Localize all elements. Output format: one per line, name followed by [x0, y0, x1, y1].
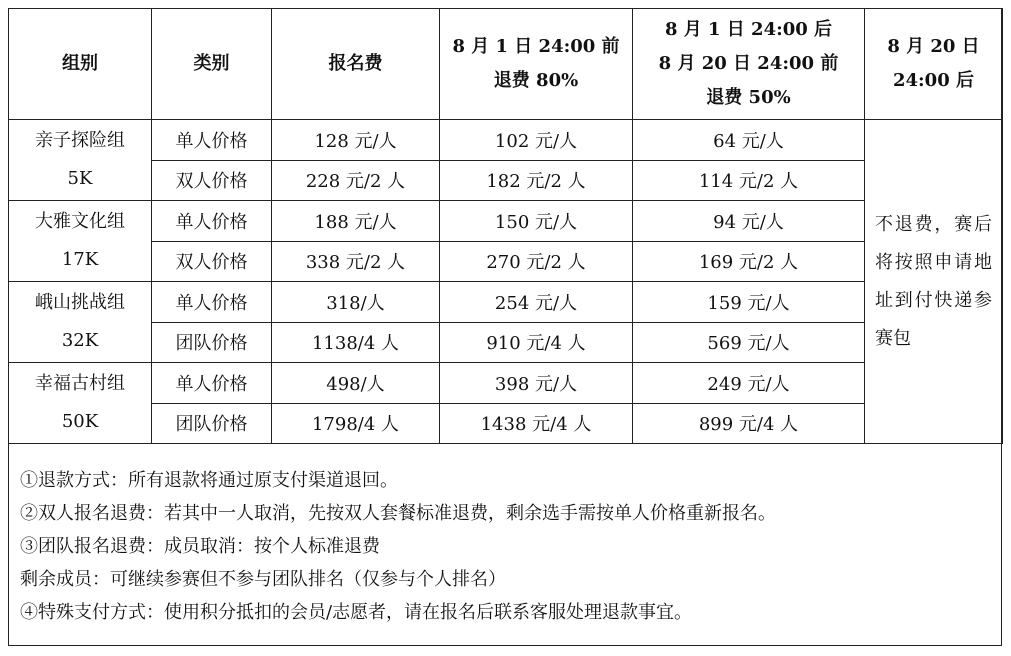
header-fee: 报名费 [272, 9, 440, 120]
table-row [9, 363, 1003, 404]
header-refund-80-line2: 退费 80% [493, 70, 579, 91]
table-row [9, 120, 1003, 161]
refund-table [8, 8, 1003, 444]
refund-80-cell: 182 元/2 人 [440, 160, 633, 201]
fee-cell: 338 元/2 人 [272, 241, 440, 282]
refund-80-cell: 270 元/2 人 [440, 241, 633, 282]
fee-cell: 128 元/人 [272, 120, 440, 161]
fee-cell: 318/人 [272, 282, 440, 323]
table-row [9, 241, 1003, 282]
group-distance: 17K [61, 249, 99, 270]
no-refund-cell: 不退费，赛后将按照申请地址到付快递参赛包 [865, 120, 1003, 444]
refund-80-cell: 398 元/人 [440, 363, 633, 404]
table-row [9, 160, 1003, 201]
note-pair-refund: ②双人报名退费：若其中一人取消，先按双人套餐标准退费，剩余选手需按单人价格重新报名。 [20, 503, 776, 524]
table-row [9, 201, 1003, 242]
refund-80-cell: 254 元/人 [440, 282, 633, 323]
header-after-line1: 8 月 20 日 [887, 36, 980, 57]
group-name: 峨山挑战组 [35, 292, 125, 313]
notes-section [20, 464, 990, 629]
refund-80-cell: 102 元/人 [440, 120, 633, 161]
group-name: 幸福古村组 [35, 373, 125, 394]
fee-cell: 188 元/人 [272, 201, 440, 242]
group-name: 大雅文化组 [35, 211, 125, 232]
group-cell [9, 282, 152, 363]
category-cell: 单人价格 [152, 201, 272, 242]
header-refund-80-line1: 8 月 1 日 24:00 前 [452, 36, 620, 57]
group-cell [9, 363, 152, 444]
refund-50-cell: 94 元/人 [633, 201, 865, 242]
fee-cell: 228 元/2 人 [272, 160, 440, 201]
category-cell: 双人价格 [152, 160, 272, 201]
header-category: 类别 [152, 9, 272, 120]
header-after-line2: 24:00 后 [892, 70, 974, 91]
category-cell: 团队价格 [152, 403, 272, 444]
refund-50-cell: 569 元/人 [633, 322, 865, 363]
note-remaining-members: 剩余成员：可继续参赛但不参与团队排名（仅参与个人排名） [20, 569, 506, 590]
category-cell: 双人价格 [152, 241, 272, 282]
group-distance: 50K [61, 411, 99, 432]
group-distance: 32K [61, 330, 99, 351]
note-special-payment: ④特殊支付方式：使用积分抵扣的会员/志愿者，请在报名后联系客服处理退款事宜。 [20, 602, 693, 623]
refund-50-cell: 899 元/4 人 [633, 403, 865, 444]
group-cell [9, 120, 152, 201]
category-cell: 单人价格 [152, 282, 272, 323]
refund-50-cell: 249 元/人 [633, 363, 865, 404]
refund-50-cell: 114 元/2 人 [633, 160, 865, 201]
header-refund-50-line1: 8 月 1 日 24:00 后 [664, 19, 833, 40]
refund-80-cell: 1438 元/4 人 [440, 403, 633, 444]
refund-50-cell: 159 元/人 [633, 282, 865, 323]
refund-80-cell: 150 元/人 [440, 201, 633, 242]
group-distance: 5K [67, 168, 93, 189]
category-cell: 团队价格 [152, 322, 272, 363]
group-name: 亲子探险组 [35, 130, 125, 151]
refund-50-cell: 169 元/2 人 [633, 241, 865, 282]
note-refund-method: ①退款方式：所有退款将通过原支付渠道退回。 [20, 470, 398, 491]
table-row [9, 322, 1003, 363]
header-group: 组别 [9, 9, 152, 120]
header-row [9, 9, 1003, 120]
refund-80-cell: 910 元/4 人 [440, 322, 633, 363]
category-cell: 单人价格 [152, 120, 272, 161]
header-refund-50 [633, 9, 865, 120]
table-row [9, 403, 1003, 444]
table-row [9, 282, 1003, 323]
fee-cell: 1138/4 人 [272, 322, 440, 363]
header-refund-50-line3: 退费 50% [706, 87, 791, 108]
refund-50-cell: 64 元/人 [633, 120, 865, 161]
fee-cell: 1798/4 人 [272, 403, 440, 444]
header-refund-80 [440, 9, 633, 120]
category-cell: 单人价格 [152, 363, 272, 404]
group-cell [9, 201, 152, 282]
note-team-refund: ③团队报名退费：成员取消：按个人标准退费 [20, 536, 380, 557]
header-refund-50-line2: 8 月 20 日 24:00 前 [658, 53, 839, 74]
fee-cell: 498/人 [272, 363, 440, 404]
header-after [865, 9, 1003, 120]
